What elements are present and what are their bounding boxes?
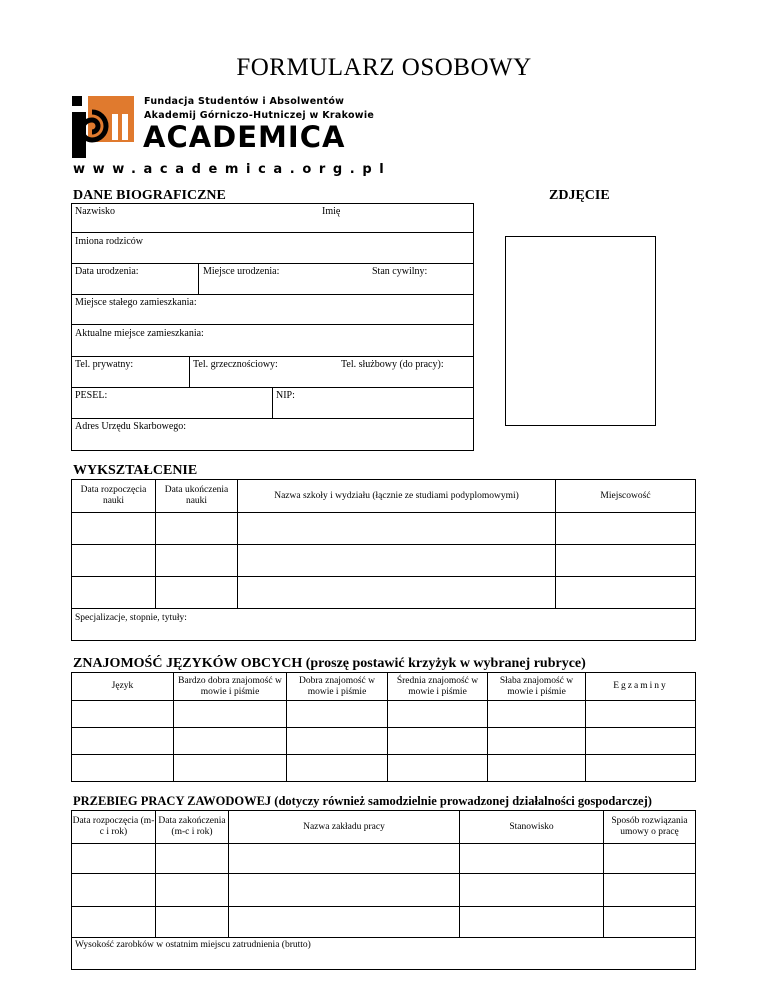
current-address-field[interactable]: Aktualne miejsce zamieszkania: <box>75 328 204 339</box>
work-col-start: Data rozpoczęcia (m-c i rok) <box>72 811 156 844</box>
table-row <box>72 844 696 874</box>
edu-col-start: Data rozpoczęcia nauki <box>72 480 156 513</box>
table-row <box>72 874 696 907</box>
org-name-line1: Fundacja Studentów i Absolwentów <box>144 96 345 107</box>
photo-box[interactable] <box>505 236 656 426</box>
specialization-field[interactable]: Specjalizacje, stopnie, tytuły: <box>72 609 696 641</box>
table-row <box>72 701 696 728</box>
lang-col-good: Dobra znajomość w mowie i piśmie <box>287 673 388 701</box>
table-row <box>72 577 696 609</box>
work-col-company: Nazwa zakładu pracy <box>229 811 460 844</box>
languages-heading: ZNAJOMOŚĆ JĘZYKÓW OBCYCH (proszę postawić krzyżyk w wybranej rubryce) <box>73 656 586 671</box>
work-heading: PRZEBIEG PRACY ZAWODOWEJ (dotyczy również samodzielnie prowadzonej działalności gospodarczej) <box>73 794 652 808</box>
lang-col-average: Średnia znajomość w mowie i piśmie <box>388 673 488 701</box>
work-col-termination: Sposób rozwiązania umowy o pracę <box>604 811 696 844</box>
first-name-field[interactable]: Imię <box>322 206 341 217</box>
lang-col-exams: Egzaminy <box>586 673 696 701</box>
phone-private-field[interactable]: Tel. prywatny: <box>75 359 134 370</box>
phone-courtesy-field[interactable]: Tel. grzecznościowy: <box>193 359 278 370</box>
academica-logo-icon <box>72 96 134 158</box>
lang-col-weak: Słaba znajomość w mowie i piśmie <box>488 673 586 701</box>
work-col-end: Data zakończenia (m-c i rok) <box>156 811 229 844</box>
nip-field[interactable]: NIP: <box>276 390 295 401</box>
permanent-address-field[interactable]: Miejsce stałego zamieszkania: <box>75 297 197 308</box>
lang-col-very-good: Bardzo dobra znajomość w mowie i piśmie <box>174 673 287 701</box>
table-row <box>72 513 696 545</box>
education-table <box>71 479 696 641</box>
birth-date-field[interactable]: Data urodzenia: <box>75 266 139 277</box>
table-row <box>72 907 696 938</box>
tax-office-field[interactable]: Adres Urzędu Skarbowego: <box>75 421 187 432</box>
table-row <box>72 545 696 577</box>
marital-status-field[interactable]: Stan cywilny: <box>372 266 428 277</box>
website-url: www.academica.org.pl <box>73 162 392 177</box>
org-name-line2: Akademij Górniczo-Hutniczej w Krakowie <box>144 110 375 121</box>
phone-work-field[interactable]: Tel. służbowy (do pracy): <box>341 359 444 370</box>
page-title: FORMULARZ OSOBOWY <box>236 54 532 81</box>
work-table <box>71 810 696 970</box>
education-heading: WYKSZTAŁCENIE <box>73 463 198 478</box>
languages-table <box>71 672 696 782</box>
table-row <box>72 728 696 755</box>
parents-field[interactable]: Imiona rodziców <box>75 236 144 247</box>
edu-col-school: Nazwa szkoły i wydziału (łącznie ze studiami podyplomowymi) <box>238 480 556 513</box>
edu-col-city: Miejscowość <box>556 480 696 513</box>
bio-heading: DANE BIOGRAFICZNE <box>73 188 226 203</box>
surname-field[interactable]: Nazwisko <box>75 206 115 217</box>
lang-col-language: Język <box>72 673 174 701</box>
pesel-field[interactable]: PESEL: <box>75 390 108 401</box>
work-col-position: Stanowisko <box>460 811 604 844</box>
edu-col-end: Data ukończenia nauki <box>156 480 238 513</box>
photo-label: ZDJĘCIE <box>549 188 610 203</box>
salary-field[interactable]: Wysokość zarobków w ostatnim miejscu zatrudnienia (brutto) <box>72 938 696 970</box>
birth-place-field[interactable]: Miejsce urodzenia: <box>203 266 280 277</box>
table-row <box>72 755 696 782</box>
brand-name: ACADEMICA <box>143 120 346 154</box>
